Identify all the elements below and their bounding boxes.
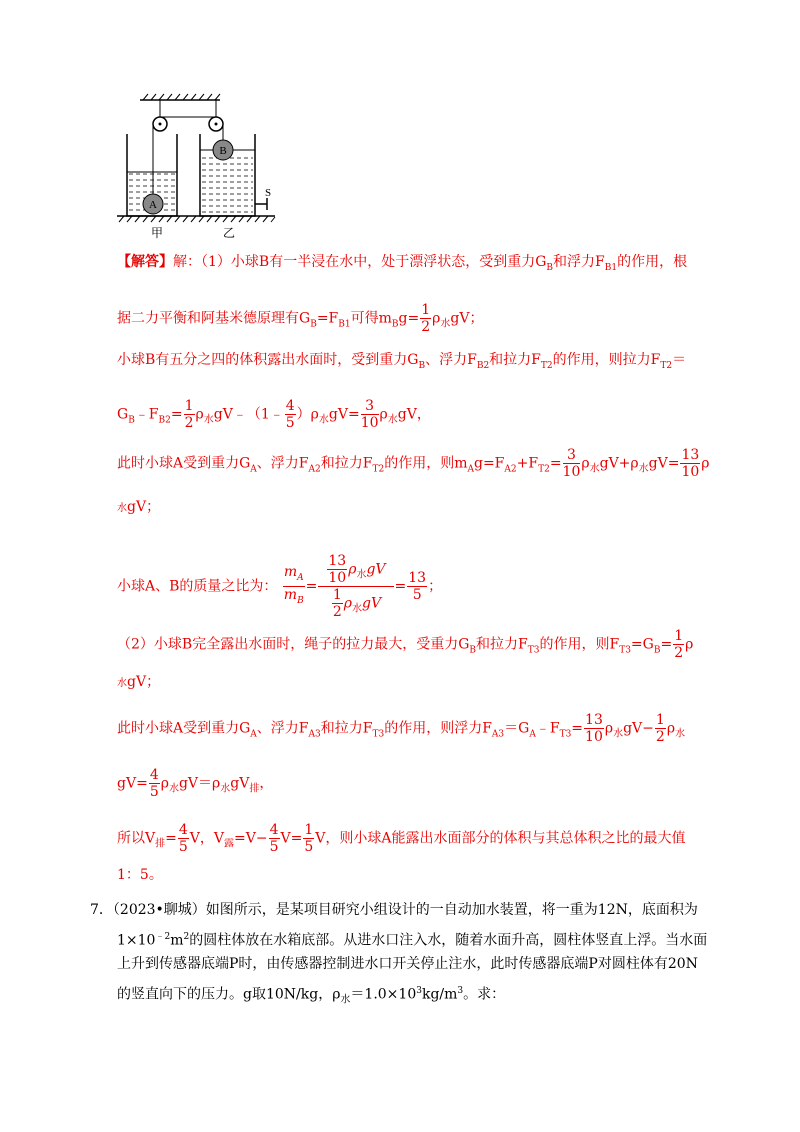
solution-line-7: 小球A、B的质量之比为： $\frac{m_A}{m_B}$ = $\frac{13}{10}$ $\rho_水gV$ $\frac{1}{2}$ $\rho_水gV$ = $\frac{13}{5}$ ； [117, 553, 443, 620]
solution-line-10: 此时小球A受到重力$G_A$、浮力$F_{A3}$和拉力$F_{T3}$的作用，则浮力$F_{A3}=G_A﹣F_{T3}=$ $\frac{13}{10}$ $\rho_水gV-$ $\frac{1}{2}$ $\rho_水$ [117, 712, 686, 745]
ball-b-label: B [219, 145, 227, 157]
solution-line-5: 此时小球A受到重力$G_A$、浮力$F_{A2}$和拉力$F_{T2}$的作用，则$m_Ag=F_{A2}+F_{T2}=$ $\frac{3}{10}$ $\rho_水gV+\rho_水gV=$ $\frac{13}{10}$ ρ [117, 447, 710, 480]
fraction: $\frac{1}{2}$ [421, 302, 431, 335]
complex-fraction: $\frac{13}{10}$ $\rho_水gV$ $\frac{1}{2}$ $\rho_水gV$ [318, 553, 393, 620]
solution-line-9: 水gV； [117, 674, 161, 690]
question-7-line-3: 上升到传感器底端P时，由传感器控制进水口开关停止注水，此时传感器底端P对圆柱体有20N [117, 956, 698, 972]
question-7-line-2: $1\times 10^{﹣2}m^2$的圆柱体放在水箱底部。从进水口注入水，随着水面升高，圆柱体竖直上浮。当水面 [117, 932, 708, 949]
label-yi: 乙 [223, 226, 236, 240]
apparatus-diagram [115, 92, 285, 242]
solution-tag: 【解答】 [117, 254, 173, 270]
solution-line-12: 所以$V_排=$ $\frac{4}{5}$ V，$V_露=V-$ $\frac{4}{5}$ V= $\frac{1}{5}$ V，则小球A能露出水面部分的体积与其总体积之比的最大值 [117, 822, 686, 855]
solution-line-3: 小球B有五分之四的体积露出水面时，受到重力$G_B$、浮力$F_{B2}$和拉力$F_{T2}$的作用，则拉力$F_{T2}=$ [117, 352, 687, 371]
question-7-line-4: 的竖直向下的压力。g取10N/kg，$\rho_水=1.0\times 10^3kg/m^3$。求： [117, 986, 506, 1006]
mass-ratio-fraction: $\frac{m_A}{m_B}$ [283, 564, 304, 606]
solution-line-8: （2）小球B完全露出水面时，绳子的拉力最大，受重力$G_B$和拉力$F_{T3}$的作用，则$F_{T3}=G_B=$ $\frac{1}{2}$ ρ [117, 628, 694, 661]
apparatus-figure [115, 92, 285, 246]
solution-line-4: $G_B﹣F_{B2}=$ $\frac{1}{2}$ $\rho_水gV﹣(1﹣$ $\frac{4}{5}$ ）$\rho_水gV=$ $\frac{3}{10}$ $\rho_水gV$， [117, 398, 431, 431]
label-jia: 甲 [151, 226, 164, 240]
solution-line-6: 水gV； [117, 499, 161, 515]
solution-line-11: gV= $\frac{4}{5}$ $\rho_水gV=\rho_水gV_排$， [117, 767, 274, 800]
question-7-line-1: 7．（2023•聊城）如图所示，是某项目研究小组设计的一自动加水装置，将一重为12N，底面积为 [90, 902, 698, 918]
solution-line-2: 据二力平衡和阿基米德原理有$G_B=F_{B1}$可得$m_Bg=$ $\frac{1}{2}$ $\rho_水gV$； [117, 302, 484, 335]
solution-line-13: 1：5。 [117, 867, 163, 883]
valve-label: S [265, 187, 272, 199]
solution-line-1: 【解答】解：（1）小球B有一半浸在水中，处于漂浮状态，受到重力$G_B$和浮力$F_{B1}$的作用，根 [117, 254, 688, 273]
ball-a-label: A [149, 199, 157, 211]
